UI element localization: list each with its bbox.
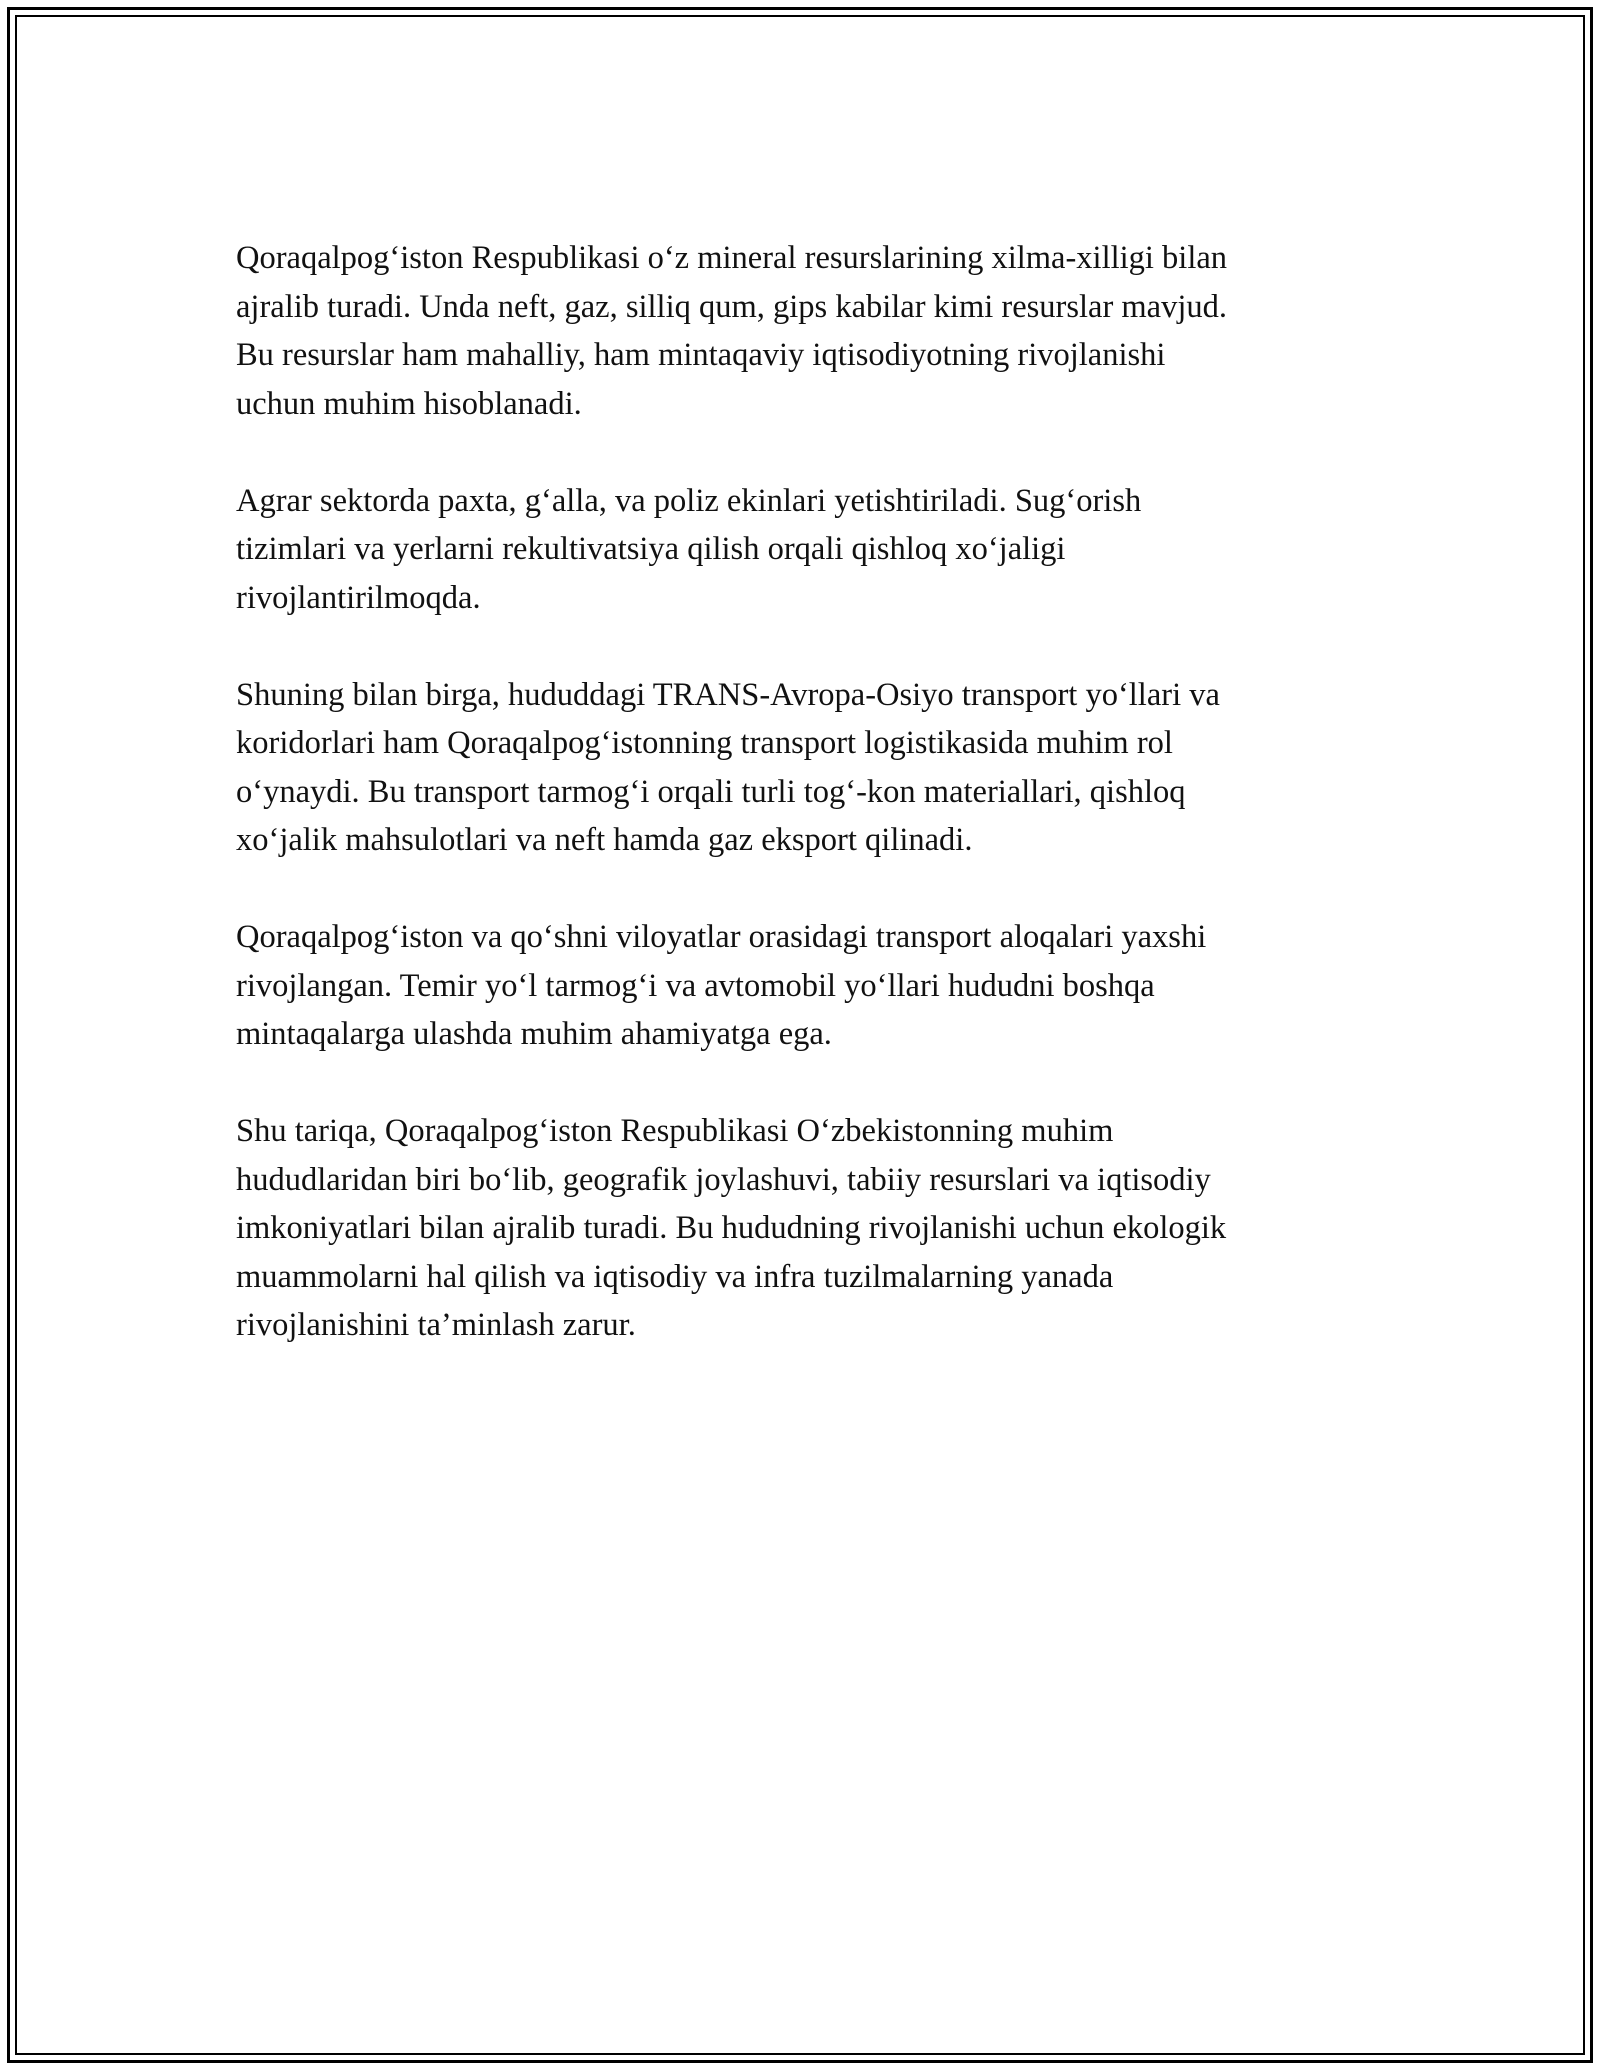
document-body [236, 234, 1386, 1398]
paragraph-transport-corridors: Shuning bilan birga, hududdagi TRANS-Avropa-Osiyo transport yo‘llari va koridorlari ham Qoraqalpog‘istonning transport logistikasida muhim rol o‘ynaydi. Bu transport tarmog‘i orqali turli tog‘-kon materiallari, qishloq xo‘jalik mahsulotlari va neft hamda gaz eksport qilinadi. [236, 676, 1220, 858]
paragraph-mineral-resources: Qoraqalpog‘iston Respublikasi o‘z mineral resurslarining xilma-xilligi bilan ajralib turadi. Unda neft, gaz, silliq qum, gips kabilar kimi resurslar mavjud. Bu resurslar ham mahalliy, ham mintaqaviy iqtisodiyotning rivojlanishi uchun muhim hisoblanadi. [236, 240, 1228, 422]
paragraph-agrarian-sector: Agrar sektorda paxta, g‘alla, va poliz ekinlari yetishtiriladi. Sug‘orish tizimlari va yerlarni rekultivatsiya qilish orqali qishloq xo‘jaligi rivojlantirilmoqda. [236, 482, 1142, 616]
paragraph-regional-links: Qoraqalpog‘iston va qo‘shni viloyatlar orasidagi transport aloqalari yaxshi rivojlangan. Temir yo‘l tarmog‘i va avtomobil yo‘llari hududni boshqa mintaqalarga ulashda muhim ahamiyatga ega. [236, 919, 1207, 1052]
paragraph-conclusion: Shu tariqa, Qoraqalpog‘iston Respublikasi O‘zbekistonning muhim hududlaridan biri bo‘lib, geografik joylashuvi, tabiiy resurslari va iqtisodiy imkoniyatlari bilan ajralib turadi. Bu hududning rivojlanishi uchun ekologik muammolarni hal qilish va iqtisodiy va infra tuzilmalarning yanada rivojlanishini ta’minlash zarur. [236, 1113, 1227, 1343]
